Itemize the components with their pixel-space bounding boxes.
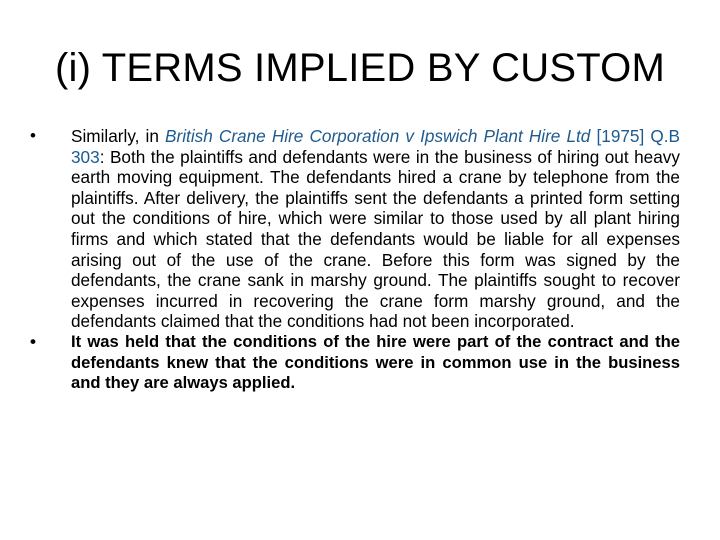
bullet-marker: • bbox=[30, 331, 36, 351]
bullet-holding bbox=[30, 332, 680, 394]
case-citation: [1975] Q.B 303 bbox=[71, 126, 680, 167]
bullet-case-summary bbox=[30, 126, 680, 332]
slide-title: (i) TERMS IMPLIED BY CUSTOM bbox=[55, 46, 665, 90]
bullet-intro-text: Similarly, in bbox=[71, 126, 166, 146]
case-facts-text: : Both the plaintiffs and defendants were in the business of hiring out heavy earth moving equipment. The defendants hired a crane by telephone from the plaintiffs. After delivery, the plaintiffs sent the defendants a printed form setting out the conditions of hire, which were similar to those used by all plant hiring firms and which stated that the defendants would be liable for all expenses arising out of the use of the crane. Before this form was signed by the defendants, the crane sank in marshy ground. The plaintiffs sought to recover expenses incurred in recovering the crane form marshy ground, and the defendants claimed that the conditions had not been incorporated. bbox=[71, 146, 680, 332]
case-name: British Crane Hire Corporation v Ipswich Plant Hire Ltd bbox=[165, 126, 591, 146]
holding-text: It was held that the conditions of the hire were part of the contract and the defendants knew that the conditions were in common use in the business and they are always applied. bbox=[71, 331, 680, 393]
bullet-marker: • bbox=[30, 126, 36, 145]
bullet-list bbox=[30, 126, 680, 394]
